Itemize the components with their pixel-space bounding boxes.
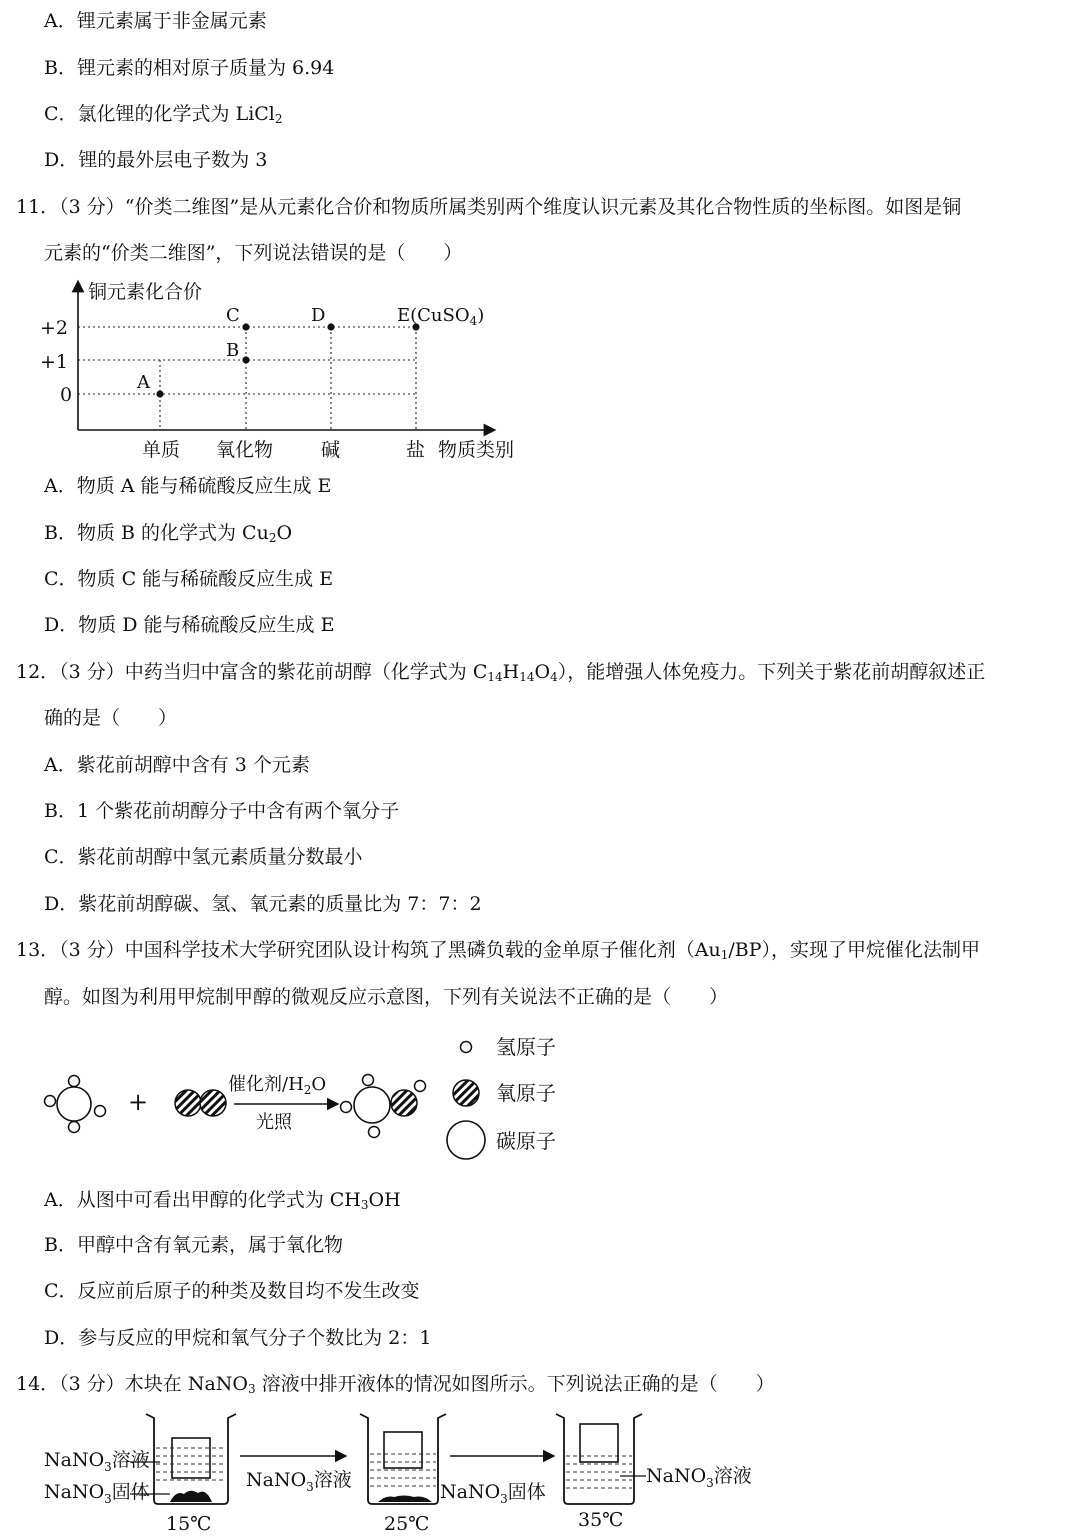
beaker-1 (146, 1414, 236, 1504)
q14-stem-line1: 14．（3 分）木块在 NaNO$_3$ 溶液中排开液体的情况如图所示。下列说法正确的是（ ） (16, 1373, 775, 1396)
plus-sign: + (128, 1088, 149, 1116)
q11-valence-chart (0, 270, 560, 470)
arrow-1-label: NaNO$_3$溶液 (246, 1469, 352, 1494)
label-solid-1: NaNO$_3$固体 (44, 1481, 150, 1506)
q13-option-c: C．反应前后原子的种类及数目均不发生改变 (44, 1280, 420, 1302)
point-a (156, 390, 163, 397)
methanol-molecule (341, 1075, 426, 1138)
temp-1: 15℃ (166, 1513, 212, 1535)
label-solution-1: NaNO$_3$溶液 (44, 1449, 150, 1474)
y-tick-plus2: +2 (40, 317, 69, 339)
q11-option-a: A．物质 A 能与稀硫酸反应生成 E (44, 475, 332, 497)
q13-option-a: A．从图中可看出甲醇的化学式为 $CH_3OH$ (44, 1189, 401, 1212)
q13-option-d: D．参与反应的甲烷和氧气分子个数比为 2：1 (44, 1327, 432, 1349)
reaction-condition-top: 催化剂$/H_2O$ (228, 1074, 327, 1097)
point-b-label: B (226, 340, 240, 361)
x-tick-elemental: 单质 (142, 439, 181, 461)
wood-block-3 (580, 1424, 618, 1462)
point-d (327, 323, 334, 330)
q11-stem-line2: 元素的“价类二维图”，下列说法错误的是（ ） (44, 242, 463, 264)
beaker-3 (556, 1414, 642, 1504)
legend-carbon: 碳原子 (496, 1129, 556, 1153)
temp-2: 25℃ (384, 1513, 430, 1535)
q12-option-b: B．1 个紫花前胡醇分子中含有两个氧分子 (44, 800, 400, 822)
q12-option-a: A．紫花前胡醇中含有 3 个元素 (44, 754, 310, 776)
q13-reaction-diagram (0, 1020, 600, 1170)
q12-stem-line1: 12．（3 分）中药当归中富含的紫花前胡醇（化学式为 $C_{14}H_{14}O_4$），能增强人体免疫力。下列关于紫花前胡醇叙述正 (16, 661, 986, 684)
legend-oxygen: 氧原子 (496, 1081, 556, 1105)
q10-option-b: B．锂元素的相对原子质量为 6.94 (44, 57, 335, 79)
q11-option-c: C．物质 C 能与稀硫酸反应生成 E (44, 568, 334, 590)
q11-stem-line1: 11．（3 分）“价类二维图”是从元素化合价和物质所属类别两个维度认识元素及其化合物性质的坐标图。如图是铜 (16, 196, 962, 218)
q12-option-c: C．紫花前胡醇中氢元素质量分数最小 (44, 846, 363, 868)
x-tick-oxide: 氧化物 (216, 439, 274, 461)
q14-beaker-diagram (0, 1408, 780, 1538)
point-d-label: D (311, 305, 326, 326)
solid-1 (170, 1491, 212, 1502)
point-c (242, 323, 249, 330)
beaker-2 (360, 1414, 446, 1504)
q10-option-a: A．锂元素属于非金属元素 (44, 10, 267, 32)
q11-option-d: D．物质 D 能与稀硫酸反应生成 E (44, 614, 335, 636)
solid-2 (378, 1496, 432, 1503)
wood-block-2 (384, 1432, 422, 1468)
x-tick-base: 碱 (321, 439, 341, 461)
legend-hydrogen: 氢原子 (496, 1035, 556, 1059)
q10-option-d: D．锂的最外层电子数为 3 (44, 149, 268, 171)
point-b (242, 356, 249, 363)
label-solution-3: NaNO$_3$溶液 (646, 1465, 752, 1490)
q13-option-b: B．甲醇中含有氧元素，属于氧化物 (44, 1234, 343, 1256)
q11-option-b: B．物质 B 的化学式为 $Cu_2O$ (44, 522, 293, 545)
y-axis-label: 铜元素化合价 (88, 281, 203, 303)
q12-stem-line2: 确的是（ ） (44, 707, 178, 729)
y-tick-plus1: +1 (40, 351, 69, 373)
legend-hydrogen-icon (461, 1042, 472, 1053)
x-axis-label: 物质类别 (438, 439, 515, 461)
oxygen-molecule (175, 1090, 226, 1116)
temp-3: 35℃ (578, 1509, 624, 1531)
legend-carbon-icon (447, 1121, 485, 1159)
legend-oxygen-icon (453, 1080, 479, 1106)
x-tick-salt: 盐 (406, 439, 426, 461)
q10-option-c: C．氯化锂的化学式为 LiCl$_2$ (44, 103, 283, 126)
reaction-condition-bottom: 光照 (256, 1112, 292, 1133)
q13-stem-line2: 醇。如图为利用甲烷制甲醇的微观反应示意图，下列有关说法不正确的是（ ） (44, 986, 729, 1008)
point-e-label: E(CuSO$_4$) (397, 305, 485, 328)
label-solid-2: NaNO$_3$固体 (440, 1481, 546, 1506)
point-a-label: A (137, 372, 150, 393)
point-c-label: C (226, 305, 240, 326)
y-tick-zero: 0 (60, 384, 73, 406)
q12-option-d: D．紫花前胡醇碳、氢、氧元素的质量比为 7：7：2 (44, 893, 482, 915)
methane-molecule (45, 1076, 106, 1133)
q13-stem-line1: 13．（3 分）中国科学技术大学研究团队设计构筑了黑磷负载的金单原子催化剂$(Au_1/BP)$，实现了甲烷催化法制甲 (16, 939, 981, 962)
